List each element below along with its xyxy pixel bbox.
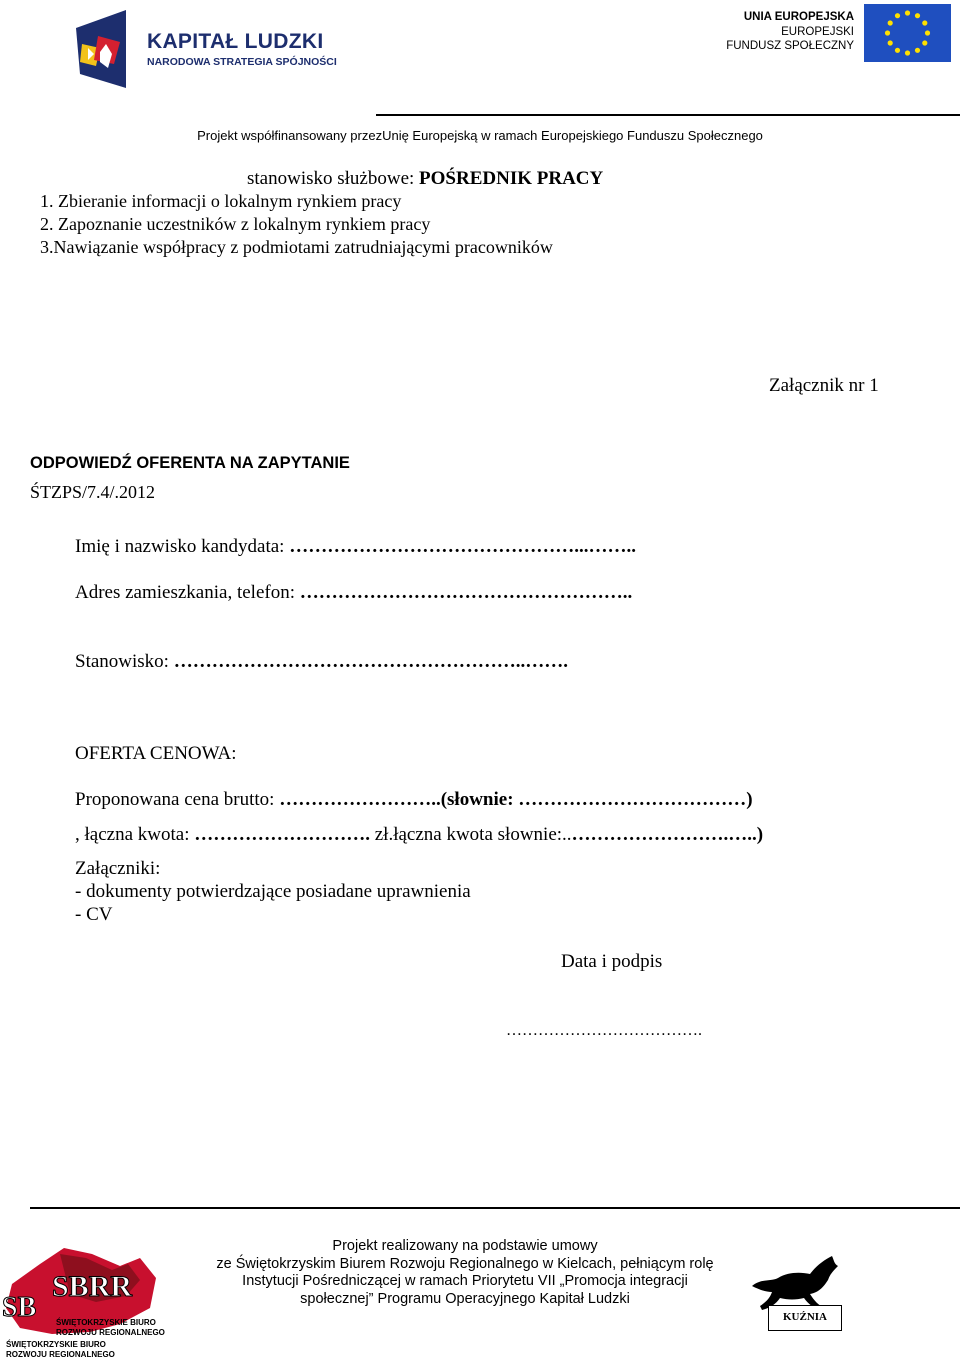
address-dots: ……………………………………………..	[299, 582, 633, 603]
svg-text:SBRR: SBRR	[52, 1270, 133, 1303]
sbrr-caption-line: ŚWIĘTOKRZYSKIE BIURO	[56, 1318, 156, 1327]
sbrr-caption-line: ROZWOJU REGIONALNEGO	[56, 1327, 165, 1337]
kl-title: KAPITAŁ LUDZKI	[147, 30, 324, 53]
candidate-name-dots: ………………………………………...……..	[289, 536, 636, 557]
gross-price-label: Proponowana cena brutto:	[75, 789, 280, 810]
attachment-item: - CV	[75, 904, 113, 925]
task-item: 1. Zbieranie informacji o lokalnym rynkiem pracy	[40, 191, 402, 211]
sbrr-caption	[56, 1318, 165, 1337]
position-title: POŚREDNIK PRACY	[419, 168, 604, 189]
position-label: Stanowisko:	[75, 651, 174, 672]
gross-price-dots: ……………………..(słownie: ………………………………)	[279, 789, 753, 810]
address-label: Adres zamieszkania, telefon:	[75, 582, 300, 603]
total-amount-field[interactable]	[75, 823, 763, 846]
attachment-item: - dokumenty potwierdzające posiadane uprawnienia	[75, 881, 471, 902]
sbrr-caption-small	[6, 1340, 115, 1359]
reference-number: ŚTZPS/7.4/.2012	[30, 482, 156, 502]
cofinancing-note: Projekt współfinansowany przezUnię Europejską w ramach Europejskiego Funduszu Społecznego	[197, 128, 763, 143]
task-item: 3.Nawiązanie współpracy z podmiotami zatrudniającymi pracowników	[40, 237, 553, 257]
signature-label: Data i podpis	[561, 951, 663, 972]
position-dots: ………………………………………………..…….	[173, 651, 568, 672]
sbrr-caption-line: ROZWOJU REGIONALNEGO	[6, 1349, 115, 1359]
attachments-heading: Załączniki:	[75, 858, 161, 879]
kl-subtitle: NARODOWA STRATEGIA SPÓJNOŚCI	[147, 56, 337, 68]
address-field[interactable]	[75, 581, 632, 604]
total-words-dots: …………………….…..)	[571, 824, 764, 845]
footer-line: Projekt realizowany na podstawie umowy	[332, 1238, 598, 1254]
form-title: ODPOWIEDŹ OFERENTA NA ZAPYTANIE	[30, 454, 350, 472]
eu-caption-line-3: FUNDUSZ SPOŁECZNY	[726, 40, 854, 52]
total-words-label: zł.łączna kwota słownie:..	[374, 824, 572, 845]
eu-caption-line-1: UNIA EUROPEJSKA	[743, 11, 854, 23]
footer-line: ze Świętokrzyskim Biurem Rozwoju Regionalnego w Kielcach, pełniącym rolę	[216, 1255, 714, 1272]
candidate-name-label: Imię i nazwisko kandydata:	[75, 536, 290, 557]
candidate-name-field[interactable]	[75, 535, 636, 558]
eu-flag-icon	[864, 4, 951, 62]
kuznia-label: KUŹNIA	[768, 1305, 842, 1331]
position-prefix: stanowisko służbowe:	[247, 168, 420, 189]
eu-caption-line-2: EUROPEJSKI	[781, 25, 854, 38]
task-item: 2. Zapoznanie uczestników z lokalnym rynkiem pracy	[40, 214, 431, 234]
sbrr-caption-line: ŚWIĘTOKRZYSKIE BIURO	[6, 1340, 106, 1349]
eu-caption	[726, 10, 854, 54]
header-rule	[376, 114, 960, 116]
total-amount-label: , łączna kwota:	[75, 824, 195, 845]
total-amount-dots: ……………………….	[194, 824, 375, 845]
footer-line: społecznej” Programu Operacyjnego Kapitał Ludzki	[300, 1290, 630, 1307]
gross-price-field[interactable]	[75, 788, 753, 811]
offer-heading: OFERTA CENOWA:	[75, 743, 237, 764]
signature-line[interactable]: ……………………………….	[506, 1022, 702, 1039]
position-line	[247, 167, 603, 190]
position-field[interactable]	[75, 650, 568, 673]
annex-number: Załącznik nr 1	[769, 375, 879, 396]
footer-text	[205, 1238, 725, 1308]
svg-text:SB: SB	[2, 1292, 37, 1323]
footer-line: Instytucji Pośredniczącej w ramach Priorytetu VII „Promocja integracji	[242, 1273, 688, 1289]
footer-rule	[30, 1207, 960, 1209]
